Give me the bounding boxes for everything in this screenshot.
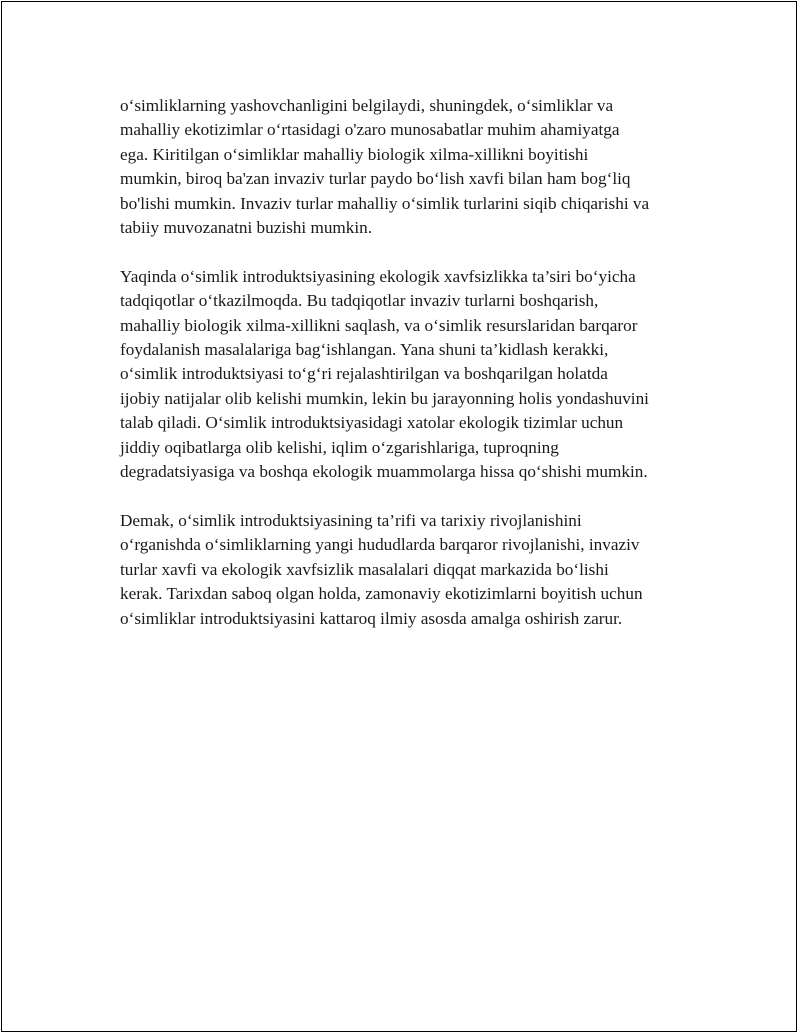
text-line: foydalanish masalalariga bag‘ishlangan. Yana shuni ta’kidlash kerakki,: [120, 340, 609, 360]
text-line: mumkin, biroq ba'zan invaziv turlar paydo bo‘lish xavfi bilan ham bog‘liq: [120, 169, 631, 189]
text-line: kerak. Tarixdan saboq olgan holda, zamonaviy ekotizimlarni boyitish uchun: [120, 584, 643, 604]
text-line: o‘simliklar introduktsiyasini kattaroq ilmiy asosda amalga oshirish zarur.: [120, 608, 623, 628]
text-line: degradatsiyasiga va boshqa ekologik muammolarga hissa qo‘shishi mumkin.: [120, 462, 648, 482]
text-line: Demak, o‘simlik introduktsiyasining ta’rifi va tarixiy rivojlanishini: [120, 510, 582, 530]
text-line: turlar xavfi va ekologik xavfsizlik masalalari diqqat markazida bo‘lishi: [120, 559, 609, 579]
document-body: [120, 94, 700, 655]
page-frame: [1, 1, 797, 1032]
text-line: o‘simlik introduktsiyasi to‘g‘ri rejalashtirilgan va boshqarilgan holatda: [120, 364, 608, 384]
text-line: ega. Kiritilgan o‘simliklar mahalliy biologik xilma-xillikni boyitishi: [120, 144, 589, 164]
paragraph-2: [120, 265, 700, 485]
paragraph-3: [120, 509, 700, 631]
text-line: bo'lishi mumkin. Invaziv turlar mahalliy o‘simlik turlarini siqib chiqarishi va: [120, 193, 650, 213]
text-line: Yaqinda o‘simlik introduktsiyasining ekologik xavfsizlikka ta’siri bo‘yicha: [120, 266, 636, 286]
text-line: tabiiy muvozanatni buzishi mumkin.: [120, 218, 373, 238]
paragraph-1: [120, 94, 700, 240]
text-line: o‘rganishda o‘simliklarning yangi hududlarda barqaror rivojlanishi, invaziv: [120, 535, 640, 555]
text-line: jiddiy oqibatlarga olib kelishi, iqlim o‘zgarishlariga, tuproqning: [120, 437, 559, 457]
text-line: ijobiy natijalar olib kelishi mumkin, lekin bu jarayonning holis yondashuvini: [120, 388, 649, 408]
text-line: o‘simliklarning yashovchanligini belgilaydi, shuningdek, o‘simliklar va: [120, 96, 614, 115]
text-line: tadqiqotlar o‘tkazilmoqda. Bu tadqiqotlar invaziv turlarni boshqarish,: [120, 291, 599, 311]
text-line: mahalliy biologik xilma-xillikni saqlash, va o‘simlik resurslaridan barqaror: [120, 315, 638, 335]
text-line: mahalliy ekotizimlar o‘rtasidagi o'zaro munosabatlar muhim ahamiyatga: [120, 120, 620, 140]
text-line: talab qiladi. O‘simlik introduktsiyasidagi xatolar ekologik tizimlar uchun: [120, 413, 624, 433]
